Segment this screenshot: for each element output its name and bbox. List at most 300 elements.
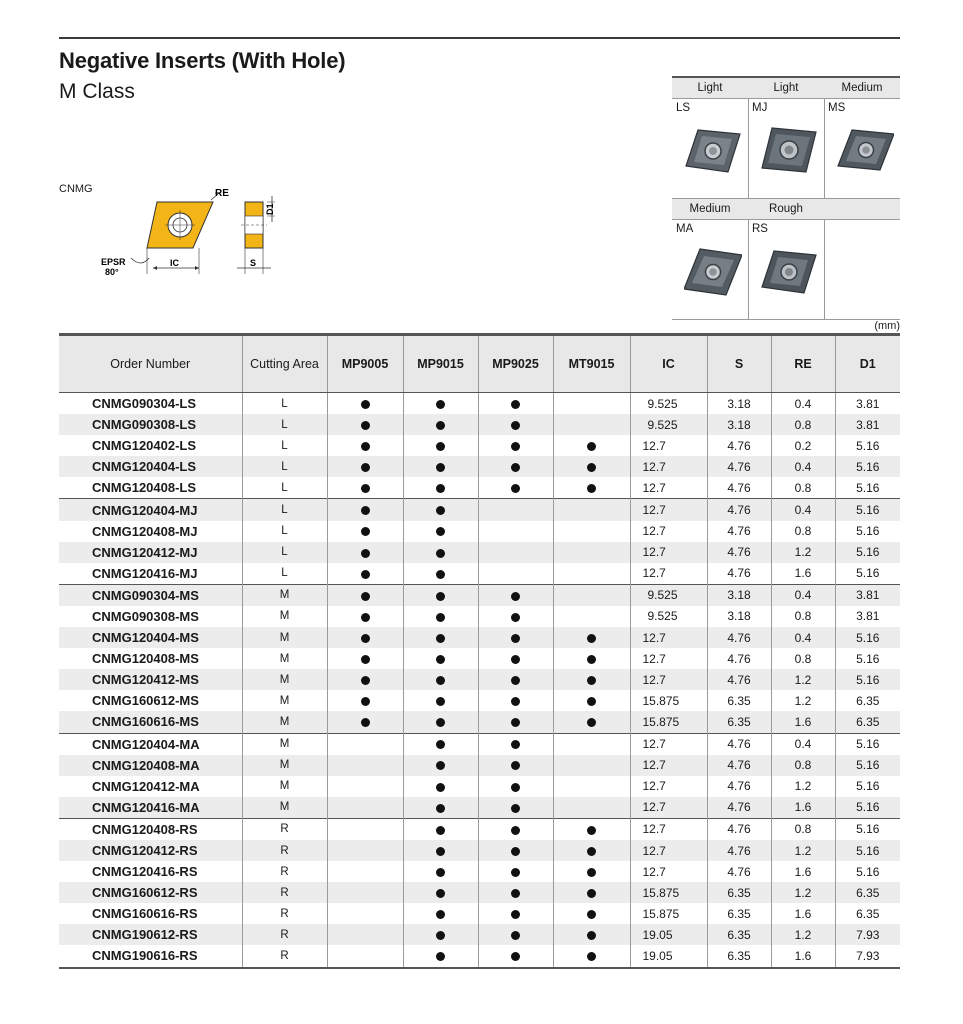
grade-mt9015-cell [553,945,630,967]
stock-dot-icon [436,613,445,622]
ic-value-cell: 12.7 [630,840,707,861]
grade-mp9015-cell [403,733,478,755]
d1-value-cell: 7.93 [835,945,900,967]
re-value-cell: 1.2 [771,542,835,563]
ic-value-cell: 12.7 [630,542,707,563]
stock-dot-icon [436,718,445,727]
grade-mp9005-cell [327,669,403,690]
col-s: S [707,335,771,393]
order-number-cell: CNMG120404-MJ [59,499,242,521]
stock-dot-icon [587,463,596,472]
stock-dot-icon [436,889,445,898]
d1-value-cell: 7.93 [835,924,900,945]
order-number-cell: CNMG120416-MJ [59,563,242,585]
stock-dot-icon [436,549,445,558]
grade-mp9025-cell [478,584,553,606]
ic-value-cell: 15.875 [630,882,707,903]
ic-value-cell: 12.7 [630,477,707,499]
table-row [59,499,900,521]
grade-mp9015-cell [403,945,478,967]
grade-mt9015-cell [553,690,630,711]
re-value-cell: 0.8 [771,818,835,840]
col-grade-mt9015: MT9015 [553,335,630,393]
stock-dot-icon [361,421,370,430]
stock-dot-icon [361,634,370,643]
chipbreaker-grid [672,76,900,320]
grade-mp9005-cell [327,584,403,606]
re-value-cell: 0.4 [771,733,835,755]
grade-mt9015-cell [553,414,630,435]
stock-dot-icon [361,613,370,622]
grade-mp9005-cell [327,542,403,563]
re-value-cell: 1.6 [771,945,835,967]
d1-value-cell: 5.16 [856,651,880,666]
stock-dot-icon [361,484,370,493]
d1-value-cell: 3.81 [835,414,900,435]
grade-mp9005-cell [327,606,403,627]
stock-dot-icon [511,740,520,749]
stock-dot-icon [361,463,370,472]
ic-value-cell: 15.875 [630,903,707,924]
grade-mp9015-cell [403,477,478,499]
order-number-cell: CNMG120412-MS [59,669,242,690]
grade-mp9005-cell [327,903,403,924]
ic-value-cell: 12.7 [630,776,707,797]
re-value-cell: 1.6 [771,903,835,924]
order-number-cell: CNMG160612-MS [59,690,242,711]
re-value-cell: 0.4 [771,627,835,648]
grade-mp9005-cell [327,882,403,903]
re-value-cell: 1.2 [771,882,835,903]
ic-value-cell: 12.7 [630,648,707,669]
d1-value-cell: 6.35 [856,906,880,921]
s-value-cell: 4.76 [707,797,771,819]
re-value-cell: 0.4 [771,499,835,521]
stock-dot-icon [361,506,370,515]
ic-value-cell: 12.7 [630,861,707,882]
re-value-cell: 0.8 [771,521,835,542]
order-number-cell: CNMG120404-LS [59,456,242,477]
grade-mp9015-cell [403,627,478,648]
grade-mp9005-cell [327,776,403,797]
grade-mp9025-cell [478,924,553,945]
re-value-cell: 1.6 [771,563,835,585]
stock-dot-icon [587,847,596,856]
grade-mp9025-cell [478,456,553,477]
grade-mp9005-cell [327,435,403,456]
stock-dot-icon [436,634,445,643]
ic-value-cell: 15.875 [630,690,707,711]
stock-dot-icon [436,783,445,792]
table-row [59,542,900,563]
d1-value-cell: 5.16 [856,566,880,581]
cutting-area-cell: M [242,776,327,797]
grade-mp9025-cell [478,627,553,648]
stock-dot-icon [587,442,596,451]
grade-mt9015-cell [553,924,630,945]
stock-dot-icon [361,697,370,706]
insert-code-label: CNMG [59,183,93,195]
re-value-cell: 1.2 [771,669,835,690]
table-row [59,456,900,477]
insert-spec-table [59,333,900,969]
grade-mp9005-cell [327,797,403,819]
stock-dot-icon [587,868,596,877]
order-number-cell: CNMG120408-RS [59,818,242,840]
grade-mp9025-cell [478,393,553,415]
stock-dot-icon [587,697,596,706]
grade-mp9015-cell [403,435,478,456]
grade-mt9015-cell [553,499,630,521]
grade-mt9015-cell [553,456,630,477]
chipbreaker-ls [672,78,749,198]
table-row [59,711,900,733]
grade-mt9015-cell [553,669,630,690]
grade-mp9025-cell [478,648,553,669]
grade-mt9015-cell [553,393,630,415]
stock-dot-icon [587,655,596,664]
table-row [59,563,900,585]
re-value-cell: 0.8 [771,755,835,776]
grade-mp9005-cell [327,840,403,861]
grade-mt9015-cell [553,882,630,903]
grade-mp9015-cell [403,711,478,733]
d1-value-cell: 5.16 [856,779,880,794]
ic-value-cell: 12.7 [630,456,707,477]
chipbreaker-ms [824,78,900,198]
grade-mp9025-cell [478,840,553,861]
stock-dot-icon [587,910,596,919]
grade-mp9015-cell [403,584,478,606]
stock-dot-icon [436,952,445,961]
grade-mp9005-cell [327,563,403,585]
d1-value-cell: 5.16 [856,524,880,539]
table-header-row [59,335,900,393]
table-row [59,606,900,627]
d1-value-cell: 5.16 [835,797,900,819]
ic-value-cell: 12.7 [630,627,707,648]
stock-dot-icon [511,783,520,792]
grade-mp9015-cell [403,521,478,542]
stock-dot-icon [436,484,445,493]
chipbreaker-rs [748,199,825,320]
s-value-cell: 6.35 [707,924,771,945]
table-row [59,648,900,669]
d1-value-cell: 5.16 [835,733,900,755]
order-number-cell: CNMG120404-MS [59,627,242,648]
grade-mp9005-cell [327,755,403,776]
grade-mp9025-cell [478,903,553,924]
re-value-cell: 0.8 [771,477,835,499]
re-value-cell: 0.8 [771,648,835,669]
grade-mp9015-cell [403,840,478,861]
stock-dot-icon [361,527,370,536]
stock-dot-icon [511,613,520,622]
re-value-cell: 1.2 [771,690,835,711]
stock-dot-icon [511,847,520,856]
stock-dot-icon [361,592,370,601]
grade-mt9015-cell [553,521,630,542]
d1-value-cell: 6.35 [856,693,880,708]
s-value-cell: 4.76 [707,669,771,690]
s-value-cell: 4.76 [707,521,771,542]
order-number-cell: CNMG160616-MS [59,711,242,733]
chipbreaker-application: Light [748,78,824,99]
s-value-cell: 4.76 [707,627,771,648]
order-number-cell: CNMG120408-MA [59,755,242,776]
table-row [59,861,900,882]
grade-mp9015-cell [403,882,478,903]
grade-mp9005-cell [327,924,403,945]
s-value-cell: 4.76 [707,499,771,521]
grade-mp9015-cell [403,690,478,711]
cutting-area-cell: R [242,840,327,861]
cutting-area-cell: R [242,861,327,882]
order-number-cell: CNMG090304-LS [59,393,242,415]
grade-mt9015-cell [553,627,630,648]
grade-mp9025-cell [478,414,553,435]
order-number-cell: CNMG120416-MA [59,797,242,819]
grade-mp9015-cell [403,755,478,776]
insert-photo-ma [684,245,742,297]
cutting-area-cell: L [242,563,327,585]
top-rule [59,37,900,39]
stock-dot-icon [511,421,520,430]
grade-mt9015-cell [553,477,630,499]
ic-value-cell: 12.7 [630,563,707,585]
table-row [59,627,900,648]
chipbreaker-code: MA [676,223,694,235]
table-row [59,818,900,840]
stock-dot-icon [511,484,520,493]
re-value-cell: 1.6 [771,711,835,733]
cutting-area-cell: M [242,627,327,648]
order-number-cell: CNMG190612-RS [59,924,242,945]
stock-dot-icon [511,442,520,451]
d1-value-cell: 5.16 [856,438,880,453]
stock-dot-icon [587,676,596,685]
stock-dot-icon [587,718,596,727]
stock-dot-icon [436,463,445,472]
ic-value-cell: 19.05 [630,924,707,945]
grade-mp9015-cell [403,563,478,585]
cutting-area-cell: M [242,733,327,755]
s-value-cell: 4.76 [707,456,771,477]
grade-mp9025-cell [478,711,553,733]
stock-dot-icon [511,868,520,877]
table-row [59,924,900,945]
cutting-area-cell: L [242,393,327,415]
stock-dot-icon [436,804,445,813]
grade-mp9015-cell [403,669,478,690]
grade-mp9005-cell [327,414,403,435]
stock-dot-icon [436,570,445,579]
chipbreaker-application: Light [672,78,748,99]
grade-mp9025-cell [478,435,553,456]
ic-value-cell: 12.7 [630,521,707,542]
cutting-area-cell: L [242,435,327,456]
grade-mp9025-cell [478,882,553,903]
col-re: RE [771,335,835,393]
stock-dot-icon [587,634,596,643]
s-value-cell: 3.18 [707,584,771,606]
order-number-cell: CNMG160612-RS [59,882,242,903]
epsr-label: EPSR [101,257,126,267]
d1-value-cell: 5.16 [835,456,900,477]
s-value-cell: 4.76 [707,648,771,669]
ic-value-cell: 12.7 [630,755,707,776]
ic-value-cell: 12.7 [630,435,707,456]
grade-mt9015-cell [553,648,630,669]
s-value-cell: 3.18 [707,414,771,435]
order-number-cell: CNMG120402-LS [59,435,242,456]
cutting-area-cell: R [242,924,327,945]
ic-value-cell: 12.7 [630,733,707,755]
s-value-cell: 6.35 [707,711,771,733]
grade-mt9015-cell [553,563,630,585]
order-number-cell: CNMG120412-MJ [59,542,242,563]
grade-mp9025-cell [478,606,553,627]
stock-dot-icon [436,527,445,536]
cutting-area-cell: M [242,690,327,711]
grade-mp9025-cell [478,755,553,776]
stock-dot-icon [587,889,596,898]
grade-mp9005-cell [327,627,403,648]
table-row [59,945,900,967]
chipbreaker-application: Medium [672,199,748,220]
order-number-cell: CNMG090304-MS [59,584,242,606]
grade-mp9015-cell [403,861,478,882]
table-row [59,903,900,924]
grade-mp9005-cell [327,818,403,840]
d1-value-cell: 5.16 [856,480,880,495]
stock-dot-icon [587,484,596,493]
grade-mp9015-cell [403,456,478,477]
cutting-area-cell: M [242,755,327,776]
stock-dot-icon [511,889,520,898]
re-value-cell: 0.8 [771,606,835,627]
cutting-area-cell: R [242,903,327,924]
stock-dot-icon [361,570,370,579]
stock-dot-icon [587,931,596,940]
stock-dot-icon [511,826,520,835]
chipbreaker-code: MJ [752,102,768,114]
s-value-cell: 6.35 [707,690,771,711]
grade-mt9015-cell [553,606,630,627]
grade-mp9015-cell [403,499,478,521]
stock-dot-icon [436,740,445,749]
grade-mp9025-cell [478,477,553,499]
stock-dot-icon [587,826,596,835]
grade-mp9005-cell [327,945,403,967]
stock-dot-icon [436,931,445,940]
table-row [59,755,900,776]
ic-value-cell: 9.525 [630,606,707,627]
table-row [59,435,900,456]
order-number-cell: CNMG120412-RS [59,840,242,861]
grade-mp9015-cell [403,903,478,924]
table-row [59,733,900,755]
table-row [59,840,900,861]
order-number-cell: CNMG120416-RS [59,861,242,882]
re-value-cell: 1.2 [771,840,835,861]
grade-mp9025-cell [478,563,553,585]
s-value-cell: 4.76 [707,477,771,499]
cutting-area-cell: M [242,606,327,627]
grade-mp9025-cell [478,690,553,711]
ic-value-cell: 12.7 [630,818,707,840]
order-number-cell: CNMG120404-MA [59,733,242,755]
re-value-cell: 0.4 [771,456,835,477]
d1-value-cell: 5.16 [835,840,900,861]
re-value-cell: 1.2 [771,776,835,797]
stock-dot-icon [436,697,445,706]
order-number-cell: CNMG160616-RS [59,903,242,924]
grade-mp9025-cell [478,861,553,882]
ic-label: IC [170,258,179,268]
grade-mp9005-cell [327,477,403,499]
stock-dot-icon [436,826,445,835]
angle-label: 80° [105,267,119,277]
stock-dot-icon [436,868,445,877]
re-value-cell: 0.8 [771,414,835,435]
s-value-cell: 3.18 [707,606,771,627]
grade-mt9015-cell [553,755,630,776]
chipbreaker-application: Rough [748,199,824,220]
s-value-cell: 4.76 [707,435,771,456]
table-row [59,797,900,819]
stock-dot-icon [511,952,520,961]
stock-dot-icon [436,421,445,430]
table-row [59,669,900,690]
grade-mp9015-cell [403,924,478,945]
cutting-area-cell: L [242,477,327,499]
ic-value-cell: 9.525 [630,584,707,606]
grade-mp9025-cell [478,521,553,542]
stock-dot-icon [361,400,370,409]
grade-mp9005-cell [327,393,403,415]
grade-mp9025-cell [478,818,553,840]
grade-mp9025-cell [478,499,553,521]
s-value-cell: 4.76 [707,755,771,776]
d1-value-cell: 3.81 [856,609,880,624]
stock-dot-icon [436,910,445,919]
re-value-cell: 0.4 [771,584,835,606]
grade-mp9025-cell [478,542,553,563]
cutting-area-cell: R [242,882,327,903]
s-value-cell: 6.35 [707,903,771,924]
col-grade-mp9025: MP9025 [478,335,553,393]
grade-mp9005-cell [327,648,403,669]
cutting-area-cell: M [242,648,327,669]
d1-value-cell: 3.81 [856,396,880,411]
d1-value-cell: 6.35 [835,882,900,903]
grade-mp9005-cell [327,499,403,521]
d1-value-cell: 5.16 [835,755,900,776]
stock-dot-icon [436,761,445,770]
stock-dot-icon [436,506,445,515]
grade-mp9015-cell [403,606,478,627]
page-subtitle: M Class [59,80,135,103]
insert-dimension-diagram [95,182,285,282]
grade-mp9015-cell [403,648,478,669]
order-number-cell: CNMG120412-MA [59,776,242,797]
col-grade-mp9015: MP9015 [403,335,478,393]
grade-mp9025-cell [478,776,553,797]
grade-mt9015-cell [553,711,630,733]
grade-mp9005-cell [327,711,403,733]
d1-value-cell: 5.16 [835,818,900,840]
